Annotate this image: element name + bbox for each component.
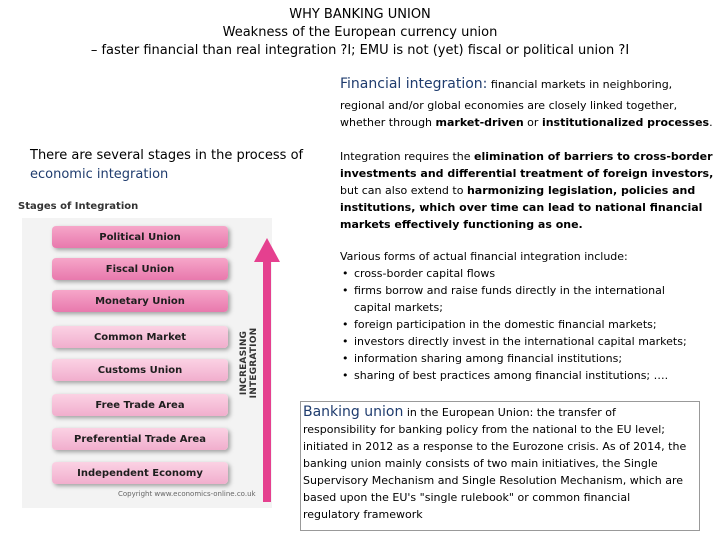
- increasing-integration-label: INCREASING INTEGRATION: [239, 327, 259, 399]
- fi-text-e: .: [709, 116, 713, 129]
- banking-union-line: Supervisory Mechanism and Single Resolution Mechanism, which are: [303, 474, 684, 487]
- banking-union-heading: Banking union: [303, 404, 404, 420]
- financial-integration-line1: [340, 76, 672, 93]
- stages-intro-text: There are several stages in the process of: [30, 148, 304, 163]
- banking-union-line: responsibility for banking policy from the national to the EU level;: [303, 423, 665, 436]
- list-item: • foreign participation in the domestic financial markets;: [340, 316, 712, 333]
- int-l3a: but can also extend to: [340, 184, 467, 197]
- fi-text-a: whether through: [340, 116, 436, 129]
- list-item: • information sharing among financial institutions;: [340, 350, 712, 367]
- stage-free-trade-area: Free Trade Area: [52, 394, 228, 416]
- list-item: • sharing of best practices among financial institutions; ….: [340, 367, 712, 384]
- stages-diagram-title: Stages of Integration: [18, 201, 139, 212]
- int-l3b: harmonizing legislation, policies and: [466, 184, 696, 197]
- forms-list: [340, 265, 712, 384]
- stages-intro: [30, 146, 303, 184]
- integration-line1: [340, 148, 713, 165]
- banking-union-line: based upon the EU's "single rulebook" or common financial: [303, 491, 631, 504]
- fi-text-c: or: [523, 116, 542, 129]
- financial-integration-lead: financial markets in neighboring,: [487, 78, 673, 91]
- integration-line2: investments and differential treatment of foreign investors,: [340, 167, 714, 180]
- integration-paragraph: [340, 148, 713, 233]
- copyright-text: Copyright www.economics-online.co.uk: [118, 490, 256, 498]
- banking-union-line: initiated in 2012 as a response to the Eurozone crisis. As of 2014, the: [303, 440, 687, 453]
- fi-text-d: institutionalized processes: [541, 116, 710, 129]
- banking-union-paragraph: [303, 404, 699, 523]
- title-line-1: WHY BANKING UNION: [289, 7, 431, 22]
- stage-customs-union: Customs Union: [52, 359, 228, 381]
- stage-common-market: Common Market: [52, 326, 228, 348]
- stage-political-union: Political Union: [52, 226, 228, 248]
- stage-fiscal-union: Fiscal Union: [52, 258, 228, 280]
- forms-paragraph: [340, 248, 712, 384]
- list-item: • cross-border capital flows: [340, 265, 712, 282]
- integration-line5: markets effectively functioning as one.: [340, 218, 583, 231]
- integration-line3: [340, 182, 713, 199]
- int-l1a: Integration requires the: [340, 150, 474, 163]
- list-item: [340, 282, 712, 316]
- banking-union-line: banking union mainly consists of two main initiatives, the Single: [303, 457, 658, 470]
- title-line-3: – faster financial than real integration ?I; EMU is not (yet) fiscal or political union ?I: [90, 43, 630, 58]
- stages-intro-accent: economic integration: [30, 167, 169, 182]
- financial-integration-heading: Financial integration:: [340, 76, 488, 92]
- stage-monetary-union: Monetary Union: [52, 290, 228, 312]
- list-item-cont: capital markets;: [354, 301, 443, 314]
- financial-integration-line3: [340, 114, 713, 131]
- arrow-label-container: [239, 295, 259, 425]
- banking-union-lead: in the European Union: the transfer of: [403, 406, 616, 419]
- list-item-text: firms borrow and raise funds directly in the international: [354, 284, 665, 297]
- integration-line4: institutions, which over time can lead to national financial: [340, 201, 703, 214]
- forms-intro: Various forms of actual financial integration include:: [340, 250, 628, 263]
- banking-union-line1: [303, 404, 699, 421]
- banking-union-line: regulatory framework: [303, 508, 423, 521]
- stage-preferential-trade-area: Preferential Trade Area: [52, 428, 228, 450]
- int-l1b: elimination of barriers to cross-border: [474, 150, 713, 163]
- fi-text-b: market-driven: [435, 116, 524, 129]
- list-item: • investors directly invest in the international capital markets;: [340, 333, 712, 350]
- title-line-2: Weakness of the European currency union: [222, 25, 498, 40]
- stage-independent-economy: Independent Economy: [52, 462, 228, 484]
- financial-integration-line2: regional and/or global economies are closely linked together,: [340, 99, 678, 112]
